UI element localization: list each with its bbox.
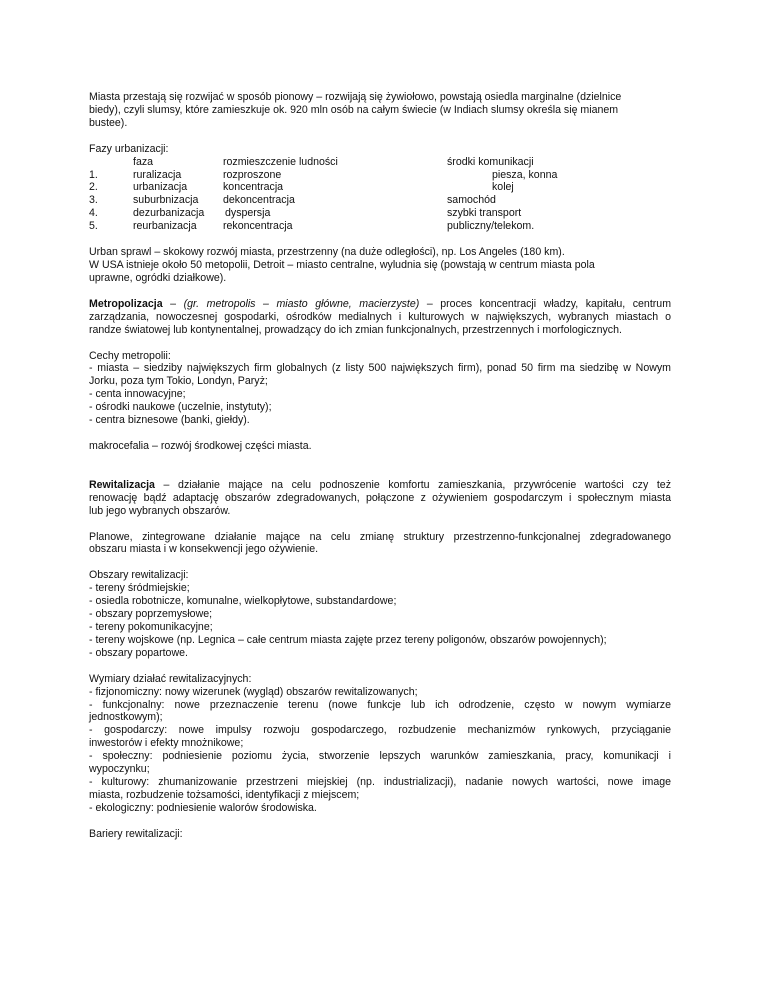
phase-faza: ruralizacja xyxy=(133,168,182,181)
revitalization-text: – działanie mające na celu podnoszenie komfortu zamieszkania, przywrócenie wartości czy też xyxy=(154,478,671,491)
list-item: - osiedla robotnicze, komunalne, wielkopłytowe, substandardowe; xyxy=(89,595,397,608)
dimension-line: - funkcjonalny: nowe przeznaczenie terenu (nowe funkcje lub ich odrodzenie, często w nowym wymiarze xyxy=(89,698,671,711)
intro-line: bustee). xyxy=(89,116,128,129)
planned-line: Planowe, zintegrowane działanie mające na celu zmianę struktury przestrzenno-funkcjonalnej zdegradowanego xyxy=(89,530,671,543)
header-num xyxy=(89,156,133,169)
phase-faza: dezurbanizacja xyxy=(133,207,205,220)
revitalization-paragraph xyxy=(89,479,671,518)
features-line: - miasta – siedziby największych firm globalnych (z listy 500 największych firm), ponad 50 firm ma siedzibę w Nowym xyxy=(89,362,671,375)
phase-num: 3. xyxy=(89,194,98,207)
metropolization-line xyxy=(89,298,671,311)
phases-section xyxy=(89,143,671,233)
phases-table xyxy=(89,156,671,233)
phase-num: 2. xyxy=(89,181,98,194)
list-item: - tereny śródmiejskie; xyxy=(89,582,190,595)
macrocephaly-paragraph xyxy=(89,440,671,453)
intro-line: biedy), czyli slumsy, które zamieszkuje ok. 920 mln osób na całym świecie (w Indiach slumsy określa się mianem xyxy=(89,103,619,116)
sprawl-line: uprawne, ogródki działkowe). xyxy=(89,271,227,284)
phase-faza: urbanizacja xyxy=(133,181,188,194)
dimension-line: wypoczynku; xyxy=(89,763,150,776)
phase-rozm: rekoncentracja xyxy=(223,220,293,233)
header-faza: faza xyxy=(133,155,154,168)
phase-row xyxy=(89,220,671,233)
sprawl-paragraph xyxy=(89,246,671,285)
metropolization-text: – proces koncentracji władzy, kapitału, centrum xyxy=(419,297,672,310)
dash: – xyxy=(162,297,184,310)
header-srodki: środki komunikacji xyxy=(447,155,534,168)
phase-num: 5. xyxy=(89,220,98,233)
phase-row xyxy=(89,194,671,207)
revitalization-areas xyxy=(89,569,671,659)
barriers-heading: Bariery rewitalizacji: xyxy=(89,827,183,840)
revitalization-line: lub jego wybranych obszarów. xyxy=(89,504,231,517)
planned-paragraph xyxy=(89,531,671,557)
phase-faza: suburbnizacja xyxy=(133,194,199,207)
phase-row xyxy=(89,207,671,220)
dimension-line: - społeczny: podniesienie poziomu życia, stworzenie lepszych warunków zamieszkania, pracy, komunikacji i xyxy=(89,750,671,763)
phases-heading: Fazy urbanizacji: xyxy=(89,142,169,155)
dimension-line: - gospodarczy: nowe impulsy rozwoju gospodarczego, rozbudzenie mechanizmów rynkowych, przyciąganie xyxy=(89,724,671,737)
features-heading: Cechy metropolii: xyxy=(89,349,171,362)
metropolis-features xyxy=(89,350,671,427)
planned-line: obszaru miasta i w konsekwencji jego ożywienie. xyxy=(89,543,319,556)
phase-srodki: samochód xyxy=(447,194,496,207)
revitalization-line: renowację bądź adaptację obszarów zdegradowanych, połączone z ożywieniem gospodarczym i społecznym miasta xyxy=(89,491,671,504)
phase-mid: dyspersja xyxy=(225,207,271,220)
phase-rozm: rozproszone xyxy=(223,168,282,181)
list-item: - obszary poprzemysłowe; xyxy=(89,608,213,621)
phase-row xyxy=(89,181,671,194)
metropolization-line: randze światowej lub kontynentalnej, prowadzący do ich zmian funkcjonalnych, przestrzennych i morfologicznych. xyxy=(89,323,622,336)
metropolization-etymology: (gr. metropolis – miasto główne, macierzyste) xyxy=(183,297,420,310)
metropolization-line: zarządzania, nowoczesnej gospodarki, ośrodków medialnych i kulturowych w największych, wybranych miastach o xyxy=(89,310,671,323)
sprawl-line: W USA istnieje około 50 metopolii, Detroit – miasto centralne, wyludnia się (powstają w centrum miasta pola xyxy=(89,258,595,271)
list-item: - tereny wojskowe (np. Legnica – całe centrum miasta zajęte przez tereny poligonów, obszarów powojennych); xyxy=(89,633,607,646)
list-item: - tereny pokomunikacyjne; xyxy=(89,621,213,633)
features-line: - centa innowacyjne; xyxy=(89,388,186,401)
dimension-line: - fizjonomiczny: nowy wizerunek (wygląd) obszarów rewitalizowanych; xyxy=(89,685,418,698)
features-line: - ośrodki naukowe (uczelnie, instytuty); xyxy=(89,401,272,414)
metropolization-term: Metropolizacja xyxy=(89,297,163,310)
phase-srodki: publiczny/telekom. xyxy=(447,220,535,233)
macrocephaly-line: makrocefalia – rozwój środkowej części miasta. xyxy=(89,439,312,452)
intro-paragraph xyxy=(89,91,671,130)
dimension-line: jednostkowym); xyxy=(89,711,163,724)
phase-srodki: kolej xyxy=(492,181,514,194)
phase-srodki: szybki transport xyxy=(447,207,522,220)
phase-row xyxy=(89,169,671,182)
features-line: - centra biznesowe (banki, giełdy). xyxy=(89,414,250,427)
barriers-section xyxy=(89,828,671,841)
dimensions-heading: Wymiary działać rewitalizacyjnych: xyxy=(89,672,252,685)
phase-srodki: piesza, konna xyxy=(492,168,558,181)
document-page xyxy=(89,91,671,854)
dimension-line: inwestorów i efekty mnożnikowe; xyxy=(89,737,244,750)
dimension-line: - ekologiczny: podniesienie walorów środowiska. xyxy=(89,801,317,814)
revitalization-term: Rewitalizacja xyxy=(89,478,155,491)
dimension-line: - kulturowy: zhumanizowanie przestrzeni miejskiej (np. industrializacji), nadanie nowych wartości, nowe image xyxy=(89,775,671,788)
dimension-line: miasta, rozbudzenie tożsamości, identyfikacji z miejscem; xyxy=(89,788,360,801)
revitalization-line xyxy=(89,479,671,492)
features-line: Jorku, poza tym Tokio, Londyn, Paryż; xyxy=(89,375,268,388)
phase-num: 1. xyxy=(89,168,98,181)
spacer xyxy=(89,466,671,479)
phase-rozm: dekoncentracja xyxy=(223,194,295,207)
header-rozm: rozmieszczenie ludności xyxy=(223,155,338,168)
phase-faza: reurbanizacja xyxy=(133,220,197,233)
phases-header-row xyxy=(89,156,671,169)
metropolization-paragraph xyxy=(89,298,671,337)
intro-line: Miasta przestają się rozwijać w sposób pionowy – rozwijają się żywiołowo, powstają osiedla marginalne (dzielnice xyxy=(89,91,622,103)
phase-num: 4. xyxy=(89,207,98,220)
areas-heading: Obszary rewitalizacji: xyxy=(89,569,189,582)
list-item: - obszary popartowe. xyxy=(89,646,188,659)
revitalization-dimensions xyxy=(89,673,671,815)
sprawl-line: Urban sprawl – skokowy rozwój miasta, przestrzenny (na duże odległości), np. Los Angeles (180 km). xyxy=(89,246,565,259)
phase-rozm: koncentracja xyxy=(223,181,284,194)
